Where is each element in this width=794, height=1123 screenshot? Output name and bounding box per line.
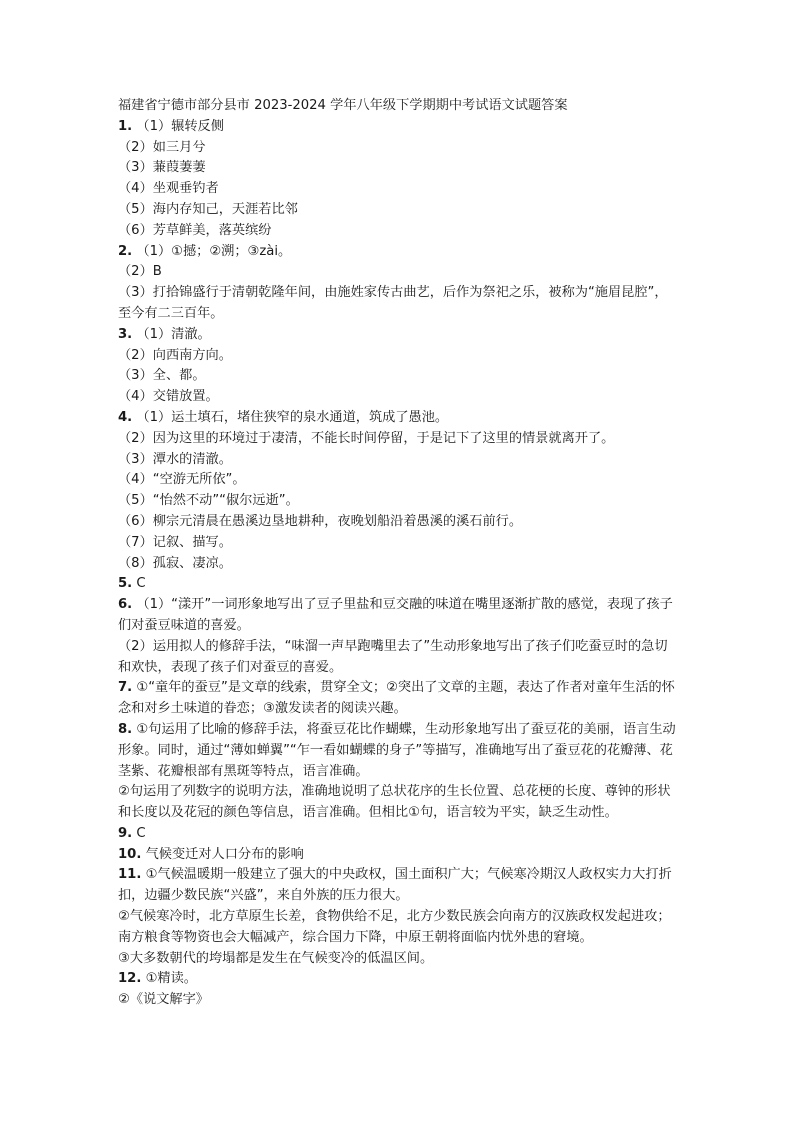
answer-text: ②《说文解字》 (118, 992, 209, 1008)
answer-text: ②气候寒冷时，北方草原生长差，食物供给不足，北方少数民族会向南方的汉族政权发起进攻；南方粮食等物资也会大幅减产，综合国力下降，中原王朝将面临内忧外患的窘境。 (118, 909, 671, 945)
answer-text: （2）运用拟人的修辞手法，“味溜一声早跑嘴里去了”生动形象地写出了孩子们吃蚕豆时的急切和欢快，表现了孩子们对蚕豆的喜爱。 (118, 638, 668, 675)
question-number: 6. (118, 597, 133, 613)
question-number: 5. (118, 576, 133, 592)
answer-text: （3）全、都。 (118, 368, 206, 384)
answer-text: ③大多数朝代的垮塌都是发生在气候变冷的低温区间。 (118, 950, 434, 966)
answer-line (118, 554, 678, 575)
answer-line (118, 346, 678, 367)
answer-text: 气候变迁对人口分布的影响 (145, 846, 304, 862)
answer-text: （6）芳草鲜美，落英缤纷 (118, 222, 272, 238)
answer-line (118, 158, 678, 179)
answer-line (118, 242, 678, 263)
question-number: 11. (118, 867, 142, 883)
answer-line (118, 678, 678, 720)
answer-line (118, 990, 678, 1011)
question-number: 10. (118, 846, 142, 862)
answer-text: C (136, 825, 146, 841)
answer-line (118, 200, 678, 221)
answer-line (118, 865, 678, 907)
question-number: 9. (118, 825, 133, 841)
answer-sheet (118, 96, 678, 1011)
answer-line (118, 387, 678, 408)
answer-list (118, 117, 678, 1011)
answer-line (118, 117, 678, 138)
answer-line (118, 408, 678, 429)
answer-text: （4）坐观垂钓者 (118, 181, 219, 197)
answer-line (118, 845, 678, 866)
answer-text: （5）海内存知己，天涯若比邻 (118, 201, 298, 217)
answer-line (118, 512, 678, 533)
question-number: 8. (118, 721, 133, 737)
answer-text: （1）①撼；②溯；③zài。 (136, 243, 292, 259)
answer-line (118, 491, 678, 512)
answer-text: ①气候温暖期一般建立了强大的中央政权，国土面积广大；气候寒冷期汉人政权实力大打折扣，边疆少数民族“兴盛”，来自外族的压力很大。 (118, 867, 672, 904)
answer-line (118, 179, 678, 200)
answer-text: （5）“怡然不动”“俶尔远逝”。 (118, 493, 299, 509)
answer-text: C (136, 576, 146, 592)
answer-line (118, 949, 678, 970)
answer-text: （7）记叙、描写。 (118, 534, 232, 550)
answer-line (118, 262, 678, 283)
answer-line (118, 907, 678, 949)
answer-line (118, 325, 678, 346)
answer-text: （8）孤寂、凄凉。 (118, 555, 232, 571)
question-number: 7. (118, 680, 133, 696)
answer-text: （1）“漾开”一词形象地写出了豆子里盐和豆交融的味道在嘴里逐渐扩散的感觉，表现了孩子们对蚕豆味道的喜爱。 (118, 597, 673, 633)
question-number: 12. (118, 971, 142, 987)
answer-text: （3）蒹葭萋萋 (118, 160, 206, 176)
answer-text: （1）清澈。 (136, 326, 211, 342)
answer-line (118, 533, 678, 554)
answer-line (118, 429, 678, 450)
answer-text: （1）辗转反侧 (136, 118, 224, 134)
answer-text: ①“童年的蚕豆”是文章的线索，贯穿全文；②突出了文章的主题，表达了作者对童年生活的怀念和对乡土味道的眷恋；③激发读者的阅读兴趣。 (118, 680, 675, 717)
answer-line (118, 221, 678, 242)
question-number: 4. (118, 409, 133, 425)
answer-line (118, 470, 678, 491)
answer-text: ①句运用了比喻的修辞手法，将蚕豆花比作蝴蝶，生动形象地写出了蚕豆花的美丽，语言生动形象。同时，通过“薄如蝉翼”“乍一看如蝴蝶的身子”等描写，准确地写出了蚕豆花的花瓣薄、花茎紫、花瓣根部有黑斑等特点，语言准确。 (118, 721, 676, 779)
answer-text: （6）柳宗元清晨在愚溪边垦地耕种，夜晚划船沿着愚溪的溪石前行。 (118, 513, 523, 529)
question-number: 3. (118, 326, 133, 342)
answer-text: ①精读。 (145, 971, 197, 987)
answer-text: （3）潭水的清澈。 (118, 451, 232, 467)
answer-line (118, 720, 678, 782)
answer-line (118, 138, 678, 159)
answer-text: （4）交错放置。 (118, 389, 219, 405)
answer-text: （2）向西南方向。 (118, 347, 232, 363)
answer-text: （3）打拾锦盛行于清朝乾隆年间，由施姓家传古曲艺，后作为祭祀之乐，被称为“施眉昆腔”，至今有二三百年。 (118, 285, 668, 321)
answer-text: ②句运用了列数字的说明方法，准确地说明了总状花序的生长位置、总花梗的长度、尊钟的形状和长度以及花冠的颜色等信息，语言准确。但相比①句，语言较为平实，缺乏生动性。 (118, 784, 671, 821)
answer-text: （2）如三月兮 (118, 139, 206, 155)
answer-text: （2）B (118, 264, 162, 280)
answer-line (118, 450, 678, 471)
answer-line (118, 283, 678, 325)
question-number: 1. (118, 118, 133, 134)
question-number: 2. (118, 243, 133, 259)
answer-line (118, 595, 678, 637)
answer-line (118, 637, 678, 679)
answer-line (118, 366, 678, 387)
answer-text: （2）因为这里的环境过于凄清，不能长时间停留，于是记下了这里的情景就离开了。 (118, 430, 615, 446)
answer-line (118, 574, 678, 595)
answer-text: （4）“空游无所依”。 (118, 472, 246, 488)
answer-line (118, 969, 678, 990)
document-title: 福建省宁德市部分县市 2023-2024 学年八年级下学期期中考试语文试题答案 (118, 98, 568, 113)
answer-line (118, 824, 678, 845)
answer-line (118, 782, 678, 824)
answer-text: （1）运土填石，堵住狭窄的泉水通道，筑成了愚池。 (136, 409, 449, 425)
